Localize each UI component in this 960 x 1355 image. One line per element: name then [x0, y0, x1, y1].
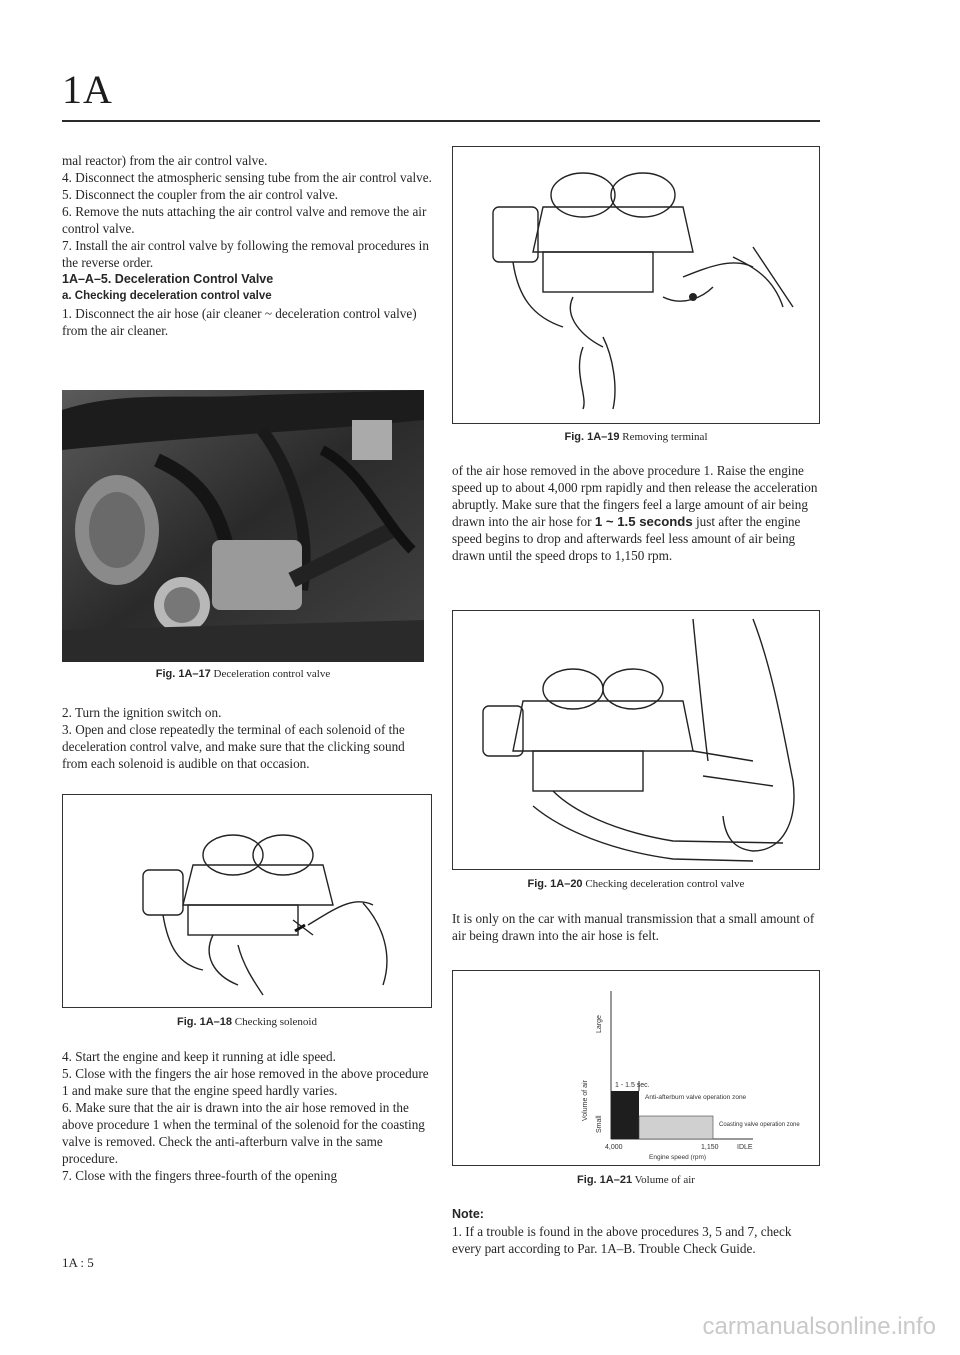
- left-column: [62, 152, 432, 339]
- subsection-title: a. Checking deceleration control valve: [62, 290, 272, 302]
- fig20-frame: [452, 610, 820, 870]
- air-volume-chart: [453, 971, 819, 1165]
- note-title: Note:: [452, 1207, 484, 1221]
- fig18-number: Fig. 1A–18: [177, 1016, 233, 1028]
- fig19-caption: [452, 431, 820, 443]
- header-rule: [62, 120, 820, 122]
- fig17-caption: [62, 668, 424, 680]
- watermark: carmanualsonline.info: [702, 1313, 936, 1340]
- left-para-8: 3. Open and close repeatedly the terminal of each solenoid of the deceleration control valve, and make sure that the clicking sound from each solenoid is audible on that occasion.: [62, 722, 405, 771]
- left-mid-text: [62, 704, 432, 772]
- fig21-number: Fig. 1A–21: [577, 1174, 633, 1186]
- coasting-zone-bar: [639, 1116, 713, 1139]
- x-tick-4000: 4,000: [605, 1144, 623, 1151]
- section-header: 1A: [62, 67, 113, 112]
- engine-photo: [62, 390, 424, 662]
- right-para-2-text: It is only on the car with manual transmission that a small amount of air being drawn into the air hose is felt.: [452, 911, 815, 943]
- left-para-2: 4. Disconnect the atmospheric sensing tube from the air control valve.: [62, 170, 432, 185]
- fig19-title: Removing terminal: [622, 431, 708, 443]
- page-number: 1A : 5: [62, 1255, 94, 1270]
- left-para-7: 2. Turn the ignition switch on.: [62, 705, 222, 720]
- note-block: [452, 1206, 820, 1257]
- right-para-1b: just after the engine speed begins to drop and afterwards feel less amount of air being drawn until the speed drops to 1,150 rpm.: [452, 514, 801, 563]
- anti-afterburn-zone-label: Anti-afterburn valve operation zone: [645, 1094, 747, 1101]
- left-para-9: 4. Start the engine and keep it running at idle speed.: [62, 1049, 336, 1064]
- left-para-6: 1. Disconnect the air hose (air cleaner ~ deceleration control valve) from the air cleaner.: [62, 306, 417, 338]
- fig18-frame: [62, 794, 432, 1008]
- fig21-caption: [452, 1174, 820, 1186]
- fig18-caption: [62, 1016, 432, 1028]
- left-para-3: 5. Disconnect the coupler from the air control valve.: [62, 187, 339, 202]
- fig17-number: Fig. 1A–17: [155, 668, 211, 680]
- note-text: 1. If a trouble is found in the above procedures 3, 5 and 7, check every part according to Par. 1A–B. Trouble Check Guide.: [452, 1224, 792, 1256]
- finger-check-drawing: [453, 611, 819, 869]
- right-para-1-bold: 1 ~ 1.5 seconds: [594, 514, 693, 529]
- left-para-10: 5. Close with the fingers the air hose removed in the above procedure 1 and make sure that the engine speed hardly varies.: [62, 1066, 429, 1098]
- y-axis-label: Volume of air: [582, 1080, 589, 1121]
- x-axis-label: Engine speed (rpm): [649, 1154, 707, 1161]
- y-label-small: Small: [596, 1115, 603, 1133]
- left-para-12: 7. Close with the fingers three-fourth of the opening: [62, 1168, 338, 1183]
- fig17-title: Deceleration control valve: [213, 668, 331, 680]
- section-title: 1A–A–5. Deceleration Control Valve: [62, 272, 274, 286]
- y-label-large: Large: [596, 1015, 603, 1033]
- right-para-2: [452, 910, 820, 944]
- fig21-frame: [452, 970, 820, 1166]
- valve-solenoid-drawing: [63, 795, 431, 1007]
- fig19-frame: [452, 146, 820, 424]
- anti-afterburn-zone-bar: [611, 1091, 639, 1139]
- x-tick-1150: 1,150: [701, 1144, 719, 1151]
- engine-photo-drawing: [62, 390, 424, 662]
- left-para-5: 7. Install the air control valve by following the removal procedures in the reverse order.: [62, 238, 429, 270]
- right-para-1: [452, 462, 820, 564]
- fig20-title: Checking deceleration control valve: [585, 878, 745, 890]
- time-label: 1 - 1.5 sec.: [615, 1082, 650, 1089]
- coasting-zone-label: Coasting valve operation zone: [719, 1122, 800, 1128]
- x-tick-idle: IDLE: [737, 1144, 753, 1151]
- fig19-number: Fig. 1A–19: [564, 431, 620, 443]
- fig21-title: Volume of air: [634, 1174, 695, 1186]
- fig20-caption: [452, 878, 820, 890]
- left-para-11: 6. Make sure that the air is drawn into the air hose removed in the above procedure 1 when the terminal of the solenoid for the coasting valve is removed. Check the anti-afterburn valve in the same procedure.: [62, 1100, 425, 1166]
- fig18-title: Checking solenoid: [234, 1016, 317, 1028]
- fig20-number: Fig. 1A–20: [527, 878, 583, 890]
- left-para-1: mal reactor) from the air control valve.: [62, 153, 268, 168]
- terminal-removal-drawing: [453, 147, 819, 423]
- left-bottom-text: [62, 1048, 432, 1184]
- left-para-4: 6. Remove the nuts attaching the air control valve and remove the air control valve.: [62, 204, 427, 236]
- right-para-1a: of the air hose removed in the above procedure 1. Raise the engine speed up to about 4,000 rpm rapidly and then release the acceleration abruptly. Make sure that the fingers feel a large amount of air being drawn into the air hose for: [452, 463, 818, 529]
